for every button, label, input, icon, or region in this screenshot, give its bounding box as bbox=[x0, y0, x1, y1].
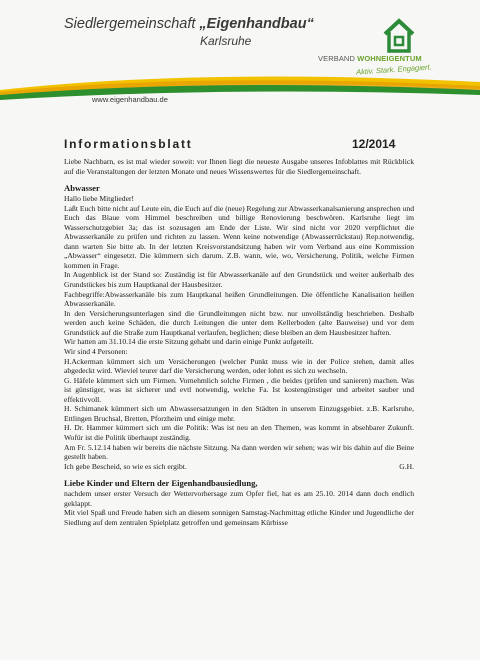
paragraph: Laßt Euch bitte nicht auf Leute ein, die Euch auf die (neue) Regelung zur Abwasserkanalsanierung ansprechen und Euch das Blaue vom Himmel beschreiben und billige Renovierung beschwören. Karlsruhe liegt im Wasserschutzgebiet 3a; das ist sozusagen am Ende der Liste. Wir sind nicht vor 2020 verpflichtet die Abwasserkanäle zu prüfen und richten zu lassen. Wenn keine notwendige (Abwasserrückstau) Rep.notwendig, dann warten Sie bitte ab. In der letzten Kreisvorstandsitzung haben wir vom Verband aus eine Kommission „Abwasser“ eingesetzt. Die kümmern sich darum. Z.B. wann, wie, wo, Versicherung, Politik, welche Firmen kommen in Frage. bbox=[64, 203, 414, 270]
paragraph: H.Ackerman kümmert sich um Versicherungen (welcher Punkt muss wie in der Police stehen, damit alles abgedeckt wird. Wieviel teurer darf die Versicherung werden, oder lohnt es sich zu wechseln. bbox=[64, 356, 414, 376]
paragraph: Mit viel Spaß und Freude haben sich an diesem sonnigen Samstag-Nachmittag etliche Kinder und Jugendliche der Siedlung auf dem zentralen Spielplatz getroffen und gemeinsam Kürbisse bbox=[64, 508, 414, 527]
section-heading-kinder: Liebe Kinder und Eltern der Eigenhandbausiedlung, bbox=[64, 478, 258, 489]
document-title: Informationsblatt bbox=[64, 137, 193, 151]
paragraph: nachdem unser erster Versuch der Wettervorhersage zum Opfer fiel, hat es am 25.10. 2014 dann doch endlich geklappt. bbox=[64, 489, 414, 508]
section-heading-abwasser: Abwasser bbox=[64, 183, 100, 194]
paragraph: Wir sind 4 Personen: bbox=[64, 346, 128, 356]
paragraph: In den Versicherungsunterlagen sind die Grundleitungen nicht bzw. nur unvollständig beschrieben. Deshalb werden auch keine Schäden, die durch Leitungen die unter dem Kellerboden (alte Bauweise) und vor dem Grundstück auf die Straße zum Hauptkanal verlaufen, beglichen; diese bleiben an dem Hausbesitzer haften. bbox=[64, 308, 414, 337]
logo-org-prefix: VERBAND bbox=[318, 54, 358, 63]
paragraph: Am Fr. 5.12.14 haben wir bereits die nächste Sitzung. Na dann werden wir sehen; was wir bis dahin auf die Beine gestellt haben. bbox=[64, 442, 414, 462]
paragraph: H. Dr. Hammer kümmert sich um die Politik: Was ist neu an den Themen, was kommt in absehbarer Zukunft. Wofür ist die Politik überhaupt zuständig. bbox=[64, 423, 414, 443]
closing-text: Ich gebe Bescheid, so wie es sich ergibt. bbox=[64, 461, 187, 471]
club-name: „Eigenhandbau“ bbox=[199, 16, 314, 32]
paragraph: Hallo liebe Mitglieder! bbox=[64, 193, 135, 203]
club-prefix: Siedlergemeinschaft bbox=[64, 16, 196, 32]
paragraph: H. Schimanek kümmert sich um Abwassersatzungen in den Städten in unserem Einzugsgebiet. z.B. Karlsruhe, Ettlingen Bruchsal, Bretten, Pforzheim und einige mehr. bbox=[64, 404, 414, 423]
paragraph: G. Häfele kümmert sich um Firmen. Vornehmlich solche Firmen , die beides (prüfen und sanieren) machen. Was ist günstiger, was ist sicherer und evtl notwendig, welche Fa. Ist kostengünstiger und arbeitet sauber und effektivvoll. bbox=[64, 375, 414, 404]
intro-paragraph: Liebe Nachbarn, es ist mal wieder soweit: vor Ihnen liegt die neueste Ausgabe unseres Infoblattes mit Rückblick auf die Veranstaltungen der letzten Monate und neues Wissenswertes für die Siedlergemeinschaft. bbox=[64, 157, 414, 176]
paragraph: In Augenblick ist der Stand so: Zuständig ist für Abwasserkanäle auf den Grundstück und weiter außerhalb des Grundstückes bis zum Hauptkanal der Hausbesitzer. bbox=[64, 270, 414, 290]
document-body bbox=[64, 157, 414, 527]
header-swoosh bbox=[0, 62, 480, 112]
issue-number: 12/2014 bbox=[352, 137, 396, 151]
paragraph: Fachbegriffe:Abwasserkanäle bis zum Hauptkanal heißen Grundleitungen. Die öffentliche Kanalisation heißen Abwasserkanäle. bbox=[64, 289, 414, 309]
club-city: Karlsruhe bbox=[200, 34, 252, 48]
signature: G.H. bbox=[399, 461, 414, 471]
closing-line bbox=[64, 462, 414, 472]
club-title bbox=[64, 16, 314, 32]
house-icon bbox=[382, 18, 416, 54]
logo-org-name: WOHNEIGENTUM bbox=[357, 54, 422, 63]
paragraph: Wir hatten am 31.10.14 die erste Sitzung gehabt und darin einige Punkt aufgeteilt. bbox=[64, 337, 314, 347]
logo-slogan: Aktiv. Stark. Engagiert. bbox=[355, 62, 432, 77]
website-url: www.eigenhandbau.de bbox=[92, 95, 168, 104]
